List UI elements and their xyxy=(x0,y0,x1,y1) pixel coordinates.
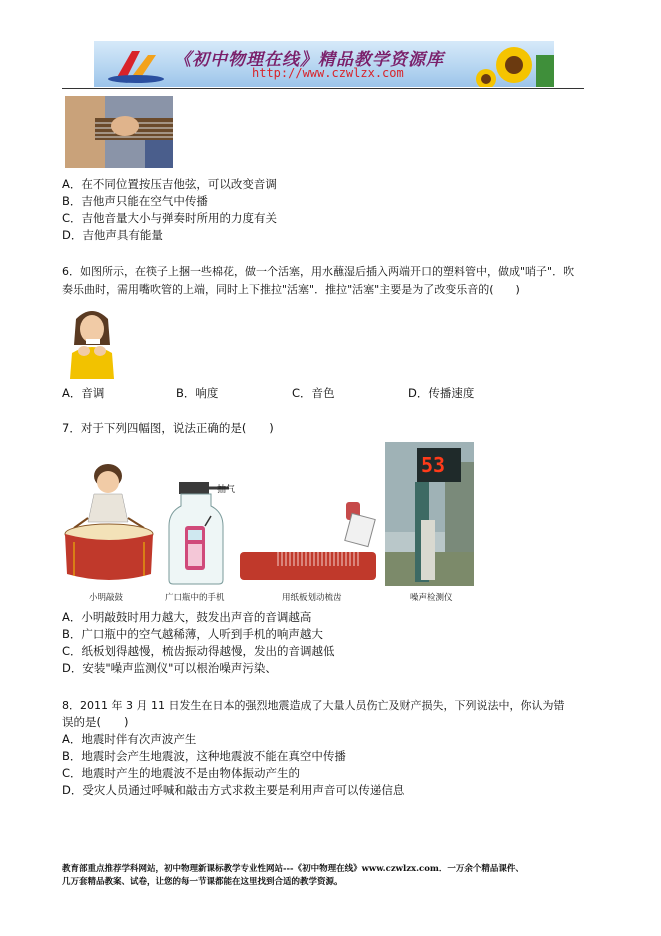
footer-line1: 教育部重点推荐学科网站，初中物理新课标教学专业性网站---《初中物理在线》www.czwlzx.com．一万余个精品课件、 xyxy=(62,864,524,874)
girl-whistle-image xyxy=(66,305,118,379)
q7-caption-1: 小明敲鼓 xyxy=(89,593,124,603)
header-banner xyxy=(94,41,554,87)
banner-title: 《初中物理在线》精品教学资源库 xyxy=(174,50,444,70)
comb-card-image xyxy=(238,500,378,586)
q8-option-c: C．地震时产生的地震波不是由物体振动产生的 xyxy=(62,766,301,780)
footer-line2: 几万套精品教案、试卷，让您的每一节课都能在这里找到合适的教学资源。 xyxy=(62,877,343,887)
pump-label: 抽气 xyxy=(217,485,236,495)
q7-option-b: B．广口瓶中的空气越稀薄，人听到手机的响声越大 xyxy=(62,627,323,641)
header-rule xyxy=(62,88,584,89)
q6-option-d: D．传播速度 xyxy=(408,386,475,400)
q8-option-d: D．受灾人员通过呼喊和敲击方式求救主要是利用声音可以传递信息 xyxy=(62,783,405,797)
q7-option-d: D．安装"噪声监测仪"可以根治噪声污染、 xyxy=(62,661,277,675)
noise-meter-reading: 53 xyxy=(421,453,446,477)
drum-boy-image xyxy=(64,462,154,586)
q7-option-a: A．小明敲鼓时用力越大，鼓发出声音的音调越高 xyxy=(62,610,312,624)
q6-option-a: A．音调 xyxy=(62,386,105,400)
q6-option-b: B．响度 xyxy=(176,386,219,400)
q7-caption-4: 噪声检测仪 xyxy=(410,593,453,603)
q6-stem-line2: 奏乐曲时，需用嘴吹管的上端，同时上下推拉"活塞"．推拉"活塞"主要是为了改变乐音的( ) xyxy=(62,283,520,296)
q5-option-a: A．在不同位置按压吉他弦，可以改变音调 xyxy=(62,177,277,191)
sunflower-icon xyxy=(472,41,554,87)
q6-options xyxy=(62,385,474,402)
q7-option-c: C．纸板划得越慢，梳齿振动得越慢，发出的音调越低 xyxy=(62,644,335,658)
q6-option-c: C．音色 xyxy=(292,386,335,400)
noise-meter-image xyxy=(385,442,474,586)
q7-stem: 7．对于下列四幅图，说法正确的是( ) xyxy=(62,421,274,435)
q8-option-b: B．地震时会产生地震波，这种地震波不能在真空中传播 xyxy=(62,749,346,763)
q8-stem-line2: 误的是( ) xyxy=(62,715,129,729)
q6-stem-line1: 6．如图所示，在筷子上捆一些棉花，做一个活塞，用水蘸湿后插入两端开口的塑料管中，做成"哨子"．吹 xyxy=(62,265,575,278)
q7-caption-2: 广口瓶中的手机 xyxy=(165,593,225,603)
guitar-image xyxy=(65,96,173,168)
banner-url[interactable]: http://www.czwlzx.com xyxy=(252,66,404,80)
q5-option-c: C．吉他音量大小与弹奏时所用的力度有关 xyxy=(62,211,278,225)
site-logo-icon xyxy=(102,45,168,85)
q5-option-b: B．吉他声只能在空气中传播 xyxy=(62,194,208,208)
q8-option-a: A．地震时伴有次声波产生 xyxy=(62,732,197,746)
q5-option-d: D．吉他声具有能量 xyxy=(62,228,163,242)
q7-caption-3: 用纸板划动梳齿 xyxy=(282,593,342,603)
q8-stem-line1: 8．2011 年 3 月 11 日发生在日本的强烈地震造成了大量人员伤亡及财产损失，下列说法中，你认为错 xyxy=(62,699,565,712)
